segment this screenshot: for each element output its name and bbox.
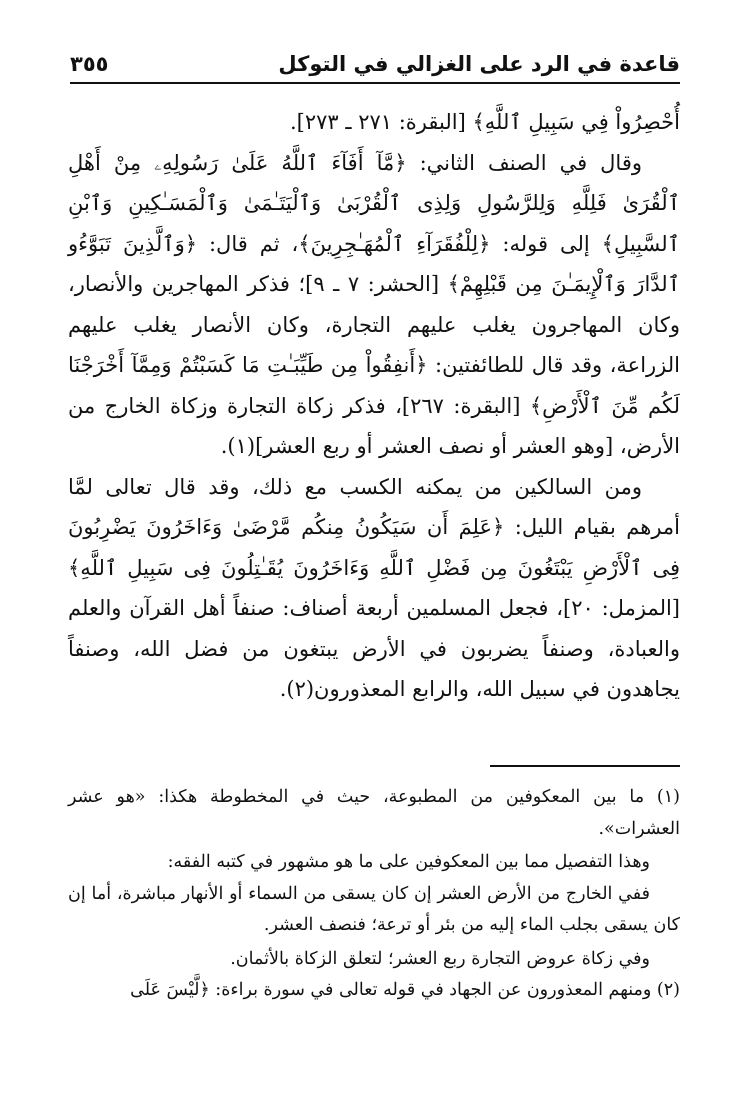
footnotes bbox=[68, 782, 680, 1007]
footnote-1-detail: وهذا التفصيل مما بين المعكوفين على ما هو مشهور في كتبه الفقه: bbox=[167, 852, 650, 872]
paragraph-1: أُحْصِرُواْ فِي سَبِيلِ ٱللَّهِ﴾ [البقرة: ٢٧١ ـ ٢٧٣]. bbox=[289, 110, 680, 134]
main-text bbox=[68, 102, 680, 710]
paragraph-2: وقال في الصنف الثاني: ﴿مَّآ أَفَآءَ ٱللَّهُ عَلَىٰ رَسُولِهِۦ مِنْ أَهْلِ ٱلْقُرَىٰ فَلِلَّهِ وَلِلرَّسُولِ وَلِذِى ٱلْقُرْبَىٰ وَٱلْيَتَـٰمَىٰ وَٱلْمَسَـٰكِينِ وَٱبْنِ ٱلسَّبِيلِ﴾ إلى قوله: ﴿لِلْفُقَرَآءِ ٱلْمُهَـٰجِرِينَ﴾، ثم قال: ﴿وَٱلَّذِينَ تَبَوَّءُو ٱلدَّارَ وَٱلْإِيمَـٰنَ مِن قَبْلِهِمْ﴾ [الحشر: ٧ ـ ٩]؛ فذكر المهاجرين والأنصار، وكان المهاجرون يغلب عليهم التجارة، وكان الأنصار يغلب عليهم الزراعة، وقد قال للطائفتين: ﴿أَنفِقُواْ مِن طَيِّبَـٰتِ مَا كَسَبْتُمْ وَمِمَّآ أَخْرَجْنَا لَكُم مِّنَ ٱلْأَرْضِ﴾ [البقرة: ٢٦٧]، فذكر زكاة التجارة وزكاة الخارج من الأرض، [وهو العشر أو نصف العشر أو ربع العشر](١). bbox=[68, 150, 681, 458]
running-title: قاعدة في الرد على الغزالي في التوكل bbox=[278, 52, 680, 76]
page-number: ٣٥٥ bbox=[70, 52, 109, 76]
footnote-1: (١) ما بين المعكوفين من المطبوعة، حيث في المخطوطة هكذا: «هو عشر العشرات». bbox=[68, 787, 680, 839]
footnote-separator bbox=[490, 765, 680, 767]
footnote-1-detail-2: ففي الخارج من الأرض العشر إن كان يسقى من السماء أو الأنهار مباشرة، أما إن كان يسقى بجلب الماء إليه من بئر أو ترعة؛ فنصف العشر. bbox=[68, 883, 680, 935]
paragraph-3: ومن السالكين من يمكنه الكسب مع ذلك، وقد قال تعالى لمَّا أمرهم بقيام الليل: ﴿عَلِمَ أَن سَيَكُونُ مِنكُم مَّرْضَىٰ وَءَاخَرُونَ يَضْرِبُونَ فِى ٱلْأَرْضِ يَبْتَغُونَ مِن فَضْلِ ٱللَّهِ وَءَاخَرُونَ يُقَـٰتِلُونَ فِى سَبِيلِ ٱللَّهِ﴾ [المزمل: ٢٠]، فجعل المسلمين أربعة أصناف: صنفاً أهل القرآن والعلم والعبادة، وصنفاً يضربون في الأرض يبتغون من فضل الله، وصنفاً يجاهدون في سبيل الله، والرابع المعذورون(٢). bbox=[68, 474, 680, 701]
footnote-2: (٢) ومنهم المعذورون عن الجهاد في قوله تعالى في سورة براءة: ﴿لَّيْسَ عَلَى bbox=[130, 980, 680, 1000]
footnote-1-detail-3: وفي زكاة عروض التجارة ربع العشر؛ لتعلق الزكاة بالأثمان. bbox=[230, 948, 650, 969]
running-header bbox=[70, 44, 680, 84]
